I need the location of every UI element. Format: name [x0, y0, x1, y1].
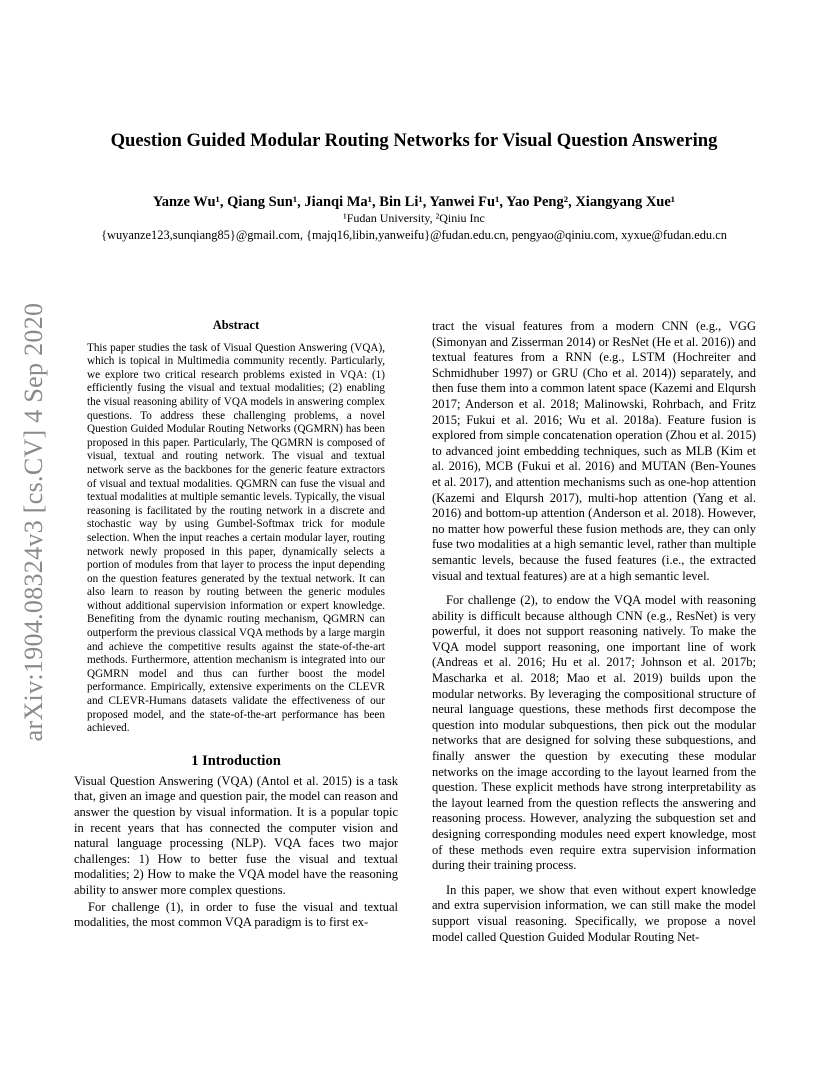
right-paragraph-3: In this paper, we show that even without expert knowledge and extra supervision information, we can still make the model support visual reasoning. Specifically, we propose a novel model called Question Guided Modular Routing Net-	[432, 882, 756, 944]
intro-paragraph-2: For challenge (1), in order to fuse the visual and textual modalities, the most common VQA paradigm is to first ex-	[74, 899, 398, 930]
author-list: Yanze Wu¹, Qiang Sun¹, Jianqi Ma¹, Bin Li¹, Yanwei Fu¹, Yao Peng², Xiangyang Xue¹	[152, 194, 676, 210]
left-column	[74, 318, 398, 931]
arxiv-side-stamp	[14, 292, 54, 752]
section-heading-introduction: 1 Introduction	[191, 752, 281, 769]
right-column	[432, 319, 756, 945]
author-emails: {wuyanze123,sunqiang85}@gmail.com, {majq16,libin,yanweifu}@fudan.edu.cn, pengyao@qiniu.com, xyxue@fudan.edu.cn	[101, 228, 727, 242]
intro-paragraph-1: Visual Question Answering (VQA) (Antol et al. 2015) is a task that, given an image and question pair, the model can reason and answer the question by visual information. It is a popular topic in recent years that has connected the computer vision and natural language processing (NLP). VQA faces two major challenges: 1) How to better fuse the visual and textual modalities; 2) How to make the VQA model have the reasoning ability to answer more complex questions.	[74, 773, 398, 897]
affiliations: ¹Fudan University, ²Qiniu Inc	[343, 211, 485, 225]
abstract-heading: Abstract	[212, 318, 260, 332]
right-paragraph-1: tract the visual features from a modern CNN (e.g., VGG (Simonyan and Zisserman 2014) or ResNet (He et al. 2016)) and textual features from a RNN (e.g., LSTM (Hochreiter and Schmidhuber 1997) or GRU (Cho et al. 2014)) separately, and then fuse them into a common latent space (Kazemi and Elqursh 2017; Anderson et al. 2018; Malinowski, Rohrbach, and Fritz 2015; Fukui et al. 2016; Wu et al. 2018a). Feature fusion is explored from simple concatenation operation (Zhou et al. 2015) to advanced joint embedding techniques, such as MLB (Kim et al. 2016), MCB (Fukui et al. 2016) and MUTAN (Ben-Younes et al. 2017), and attention mechanisms such as one-hop attention (Kazemi and Elqursh 2017), multi-hop attention (Yang et al. 2016) and bottom-up attention (Anderson et al. 2018). However, no matter how powerful these fusion methods are, they can only fuse two modalities at a high semantic level, rather than multiple semantic levels, because the fused features (i.e., the extracted visual and textual features) are at a high semantic level.	[432, 319, 756, 583]
abstract-text: This paper studies the task of Visual Question Answering (VQA), which is topical in Multimedia community recently. Particularly, we explore two critical research problems existed in VQA: (1) efficiently fusing the visual and textual modalities; (2) enabling the visual reasoning ability of VQA models in answering complex questions. To address these challenging problems, a novel Question Guided Modular Routing Networks (QGMRN) has been proposed in this paper. Particularly, The QGMRN is composed of visual, textual and routing network. The visual and textual network serve as the backbones for the generic feature extractors of visual and textual modalities. QGMRN can fuse the visual and textual modalities at multiple semantic levels. Typically, the visual reasoning is facilitated by the routing network in a discrete and stochastic way by using Gumbel-Softmax trick for module selection. When the input reaches a certain modular layer, routing network newly proposed in this paper, dynamically selects a portion of modules from that layer to process the input depending on the question features generated by the textual network. It can also learn to reason by routing between the generic modules without additional supervision information or expert knowledge. Benefiting from the dynamic routing mechanism, QGMRN can outperform the previous classical VQA methods by a large margin and achieve the competitive results against the state-of-the-art methods. Furthermore, attention mechanism is integrated into our QGMRN model and thus can further boost the model performance. Empirically, extensive experiments on the CLEVR and CLEVR-Humans datasets validate the effectiveness of our proposed model, and the state-of-the-art performance has been achieved.	[87, 341, 385, 735]
arxiv-identifier: arXiv:1904.08324v3 [cs.CV] 4 Sep 2020	[19, 302, 48, 742]
right-paragraph-2: For challenge (2), to endow the VQA model with reasoning ability is difficult because although CNN (e.g., ResNet) is very powerful, it does not support reasoning natively. To make the VQA model support reasoning, one important line of work (Andreas et al. 2016; Hu et al. 2017; Johnson et al. 2017b; Mascharka et al. 2018; Mao et al. 2019) builds upon the modular networks. By leveraging the compositional structure of neural language questions, these methods first decompose the question into modular subquestions, then pick out the modular networks that are designed for solving these subquestions, and finally answer the question by executing these modular networks on the image according to the layout learned from the question. These explicit methods have strong interpretability as the layout learned from the question reflects the answering and reasoning process. However, analyzing the subquestion set and designing corresponding modules need expert knowledge, most of these methods even require extra supervision information during their training process.	[432, 593, 756, 873]
paper-title: Question Guided Modular Routing Networks for Visual Question Answering	[110, 130, 718, 151]
